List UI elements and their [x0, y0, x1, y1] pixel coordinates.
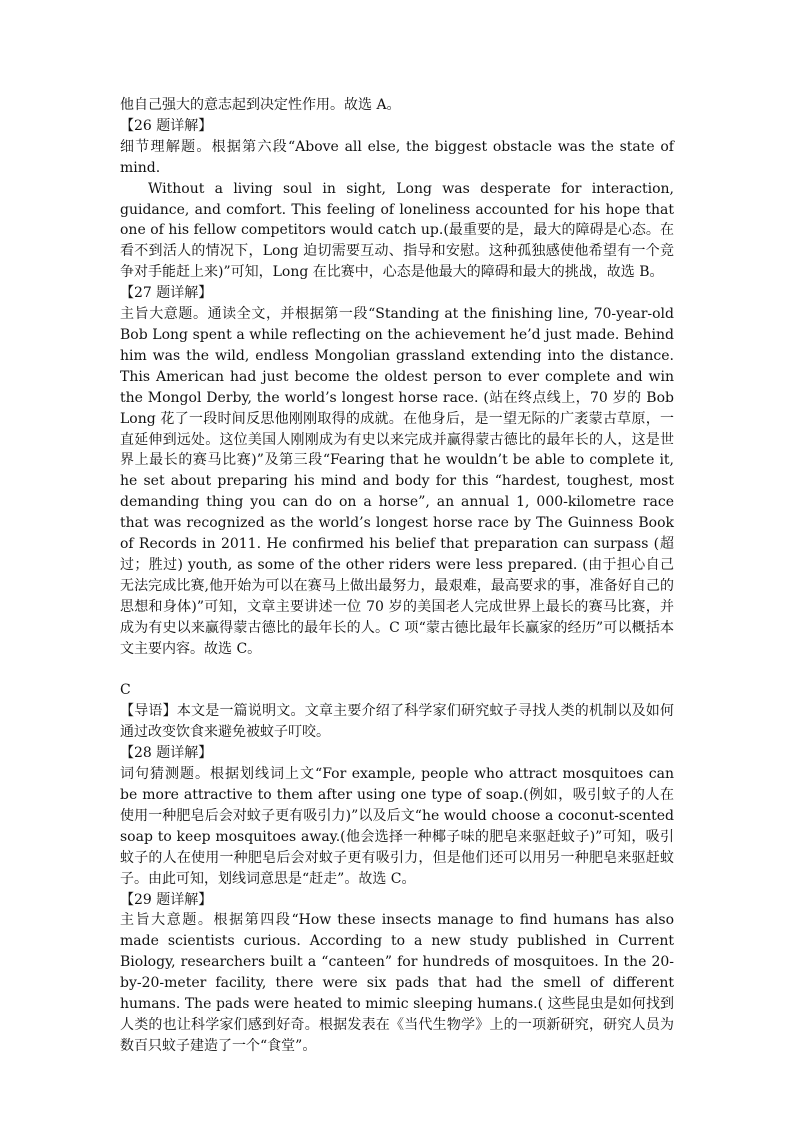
document-page	[120, 95, 674, 1057]
section-heading: 【28 题详解】	[120, 745, 213, 762]
section-heading: C	[120, 682, 131, 699]
paragraph: 【导语】本文是一篇说明文。文章主要介绍了科学家们研究蚊子寻找人类的机制以及如何通过改变饮食来避免被蚊子叮咬。	[120, 703, 674, 741]
paragraph: 他自己强大的意志起到决定性作用。故选 A。	[120, 97, 401, 113]
blank-line	[120, 659, 674, 680]
paragraph: 词句猜测题。根据划线词上文“For example, people who attract mosquitoes can be more attractive to them after using one type of soap.(例如，吸引蚊子的人在使用一种肥皂后会对蚊子更有吸引力)”以及后文“he would choose a coconut-scented soap to keep mosquitoes away.(他会选择一种椰子味的肥皂来驱赶蚊子)”可知，吸引蚊子的人在使用一种肥皂后会对蚊子更有吸引力，但是他们还可以用另一种肥皂来驱赶蚊子。由此可知，划线词意思是“赶走”。故选 C。	[120, 766, 674, 887]
paragraph: 细节理解题。根据第六段“Above all else, the biggest obstacle was the state of mind.	[120, 138, 674, 176]
section-heading: 【29 题详解】	[120, 891, 213, 908]
section-heading: 【26 题详解】	[120, 117, 213, 134]
section-heading: 【27 题详解】	[120, 285, 213, 302]
paragraph: 主旨大意题。通读全文，并根据第一段“Standing at the finishing line, 70-year-old Bob Long spent a while reflecting on the achievement he’d just made. Behind him was the wild, endless Mongolian grassland extending into the distance. This American had just become the oldest person to ever complete and win the Mongol Derby, the world’s longest horse race. (站在终点线上，70 岁的 Bob Long 花了一段时间反思他刚刚取得的成就。在他身后，是一望无际的广袤蒙古草原，一直延伸到远处。这位美国人刚刚成为有史以来完成并赢得蒙古德比的最年长的人，这是世界上最长的赛马比赛)”及第三段“Fearing that he wouldn’t be able to complete it, he set about preparing his mind and body for this “hardest, toughest, most demanding thing you can do on a horse”, an annual 1, 000-kilometre race that was recognized as the world’s longest horse race by The Guinness Book of Records in 2011. He confirmed his belief that preparation can surpass (超过；胜过) youth, as some of the other riders were less prepared. (由于担心自己无法完成比赛,他开始为可以在赛马上做出最努力，最艰难，最高要求的事，准备好自己的思想和身体)”可知，文章主要讲述一位 70 岁的美国老人完成世界上最长的赛马比赛，并成为有史以来赢得蒙古德比的最年长的人。C 项“蒙古德比最年长赢家的经历”可以概括本文主要内容。故选 C。	[120, 306, 674, 657]
paragraph: 主旨大意题。根据第四段“How these insects manage to find humans has also made scientists curious. According to a new study published in Current Biology, researchers built a “canteen” for hundreds of mosquitoes. In the 20-by-20-meter facility, there were six pads that had the smell of different humans. The pads were heated to mimic sleeping humans.( 这些昆虫是如何找到人类的也让科学家们感到好奇。根据发表在《当代生物学》上的一项新研究，研究人员为数百只蚊子建造了一个“食堂”。	[120, 912, 674, 1054]
paragraph: Without a living soul in sight, Long was desperate for interaction, guidance, and comfort. This feeling of loneliness accounted for his hope that one of his fellow competitors would catch up.(最重要的是，最大的障碍是心态。在看不到活人的情况下，Long 迫切需要互动、指导和安慰。这种孤独感使他希望有一个竞争对手能赶上来)”可知，Long 在比赛中，心态是他最大的障碍和最大的挑战，故选 B。	[120, 180, 674, 281]
